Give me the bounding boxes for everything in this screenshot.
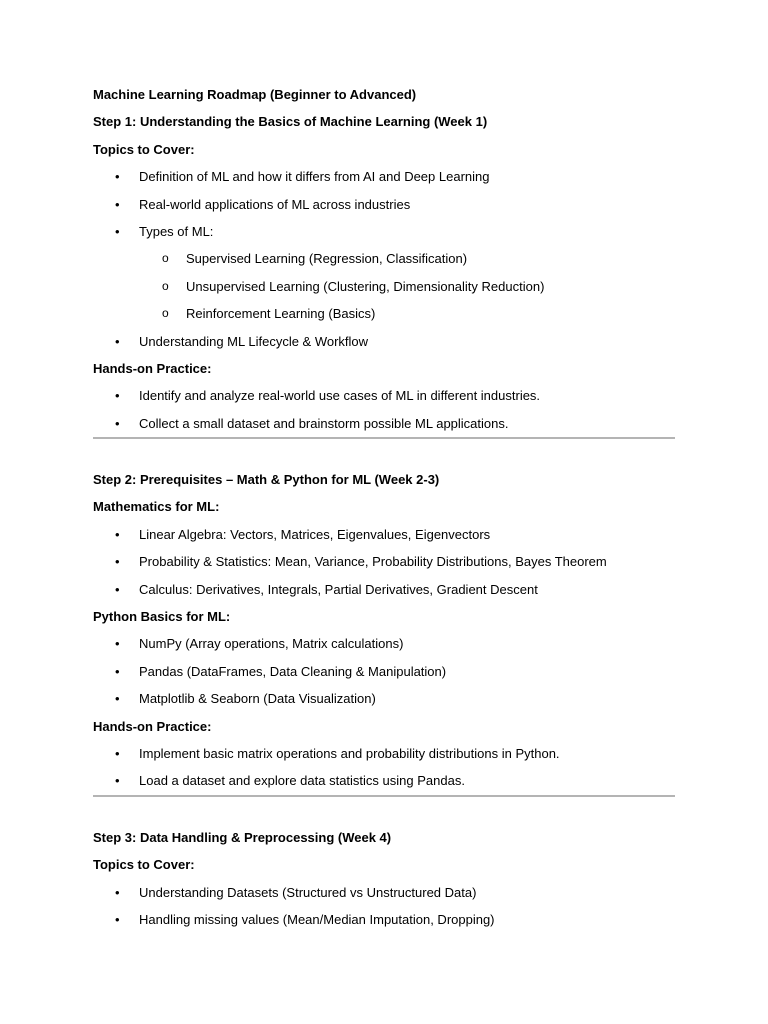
list-item	[93, 911, 675, 938]
list-item	[93, 635, 675, 662]
step1-topics-label: Topics to Cover:	[93, 141, 195, 157]
list-item	[93, 884, 675, 911]
list-item	[93, 745, 675, 772]
bullet-icon: •	[115, 691, 120, 707]
list-item-text: Pandas (DataFrames, Data Cleaning & Manipulation)	[139, 663, 447, 679]
list-item-text: Understanding ML Lifecycle & Workflow	[139, 333, 369, 349]
step2-heading: Step 2: Prerequisites – Math & Python for ML (Week 2-3)	[93, 472, 440, 488]
list-item-text: Linear Algebra: Vectors, Matrices, Eigenvalues, Eigenvectors	[139, 526, 491, 542]
sub-list-item-text: Reinforcement Learning (Basics)	[186, 306, 376, 322]
bullet-icon: •	[115, 526, 120, 542]
bullet-icon: •	[115, 415, 120, 431]
sub-list-item	[93, 278, 675, 305]
bullet-icon: •	[115, 745, 120, 761]
list-item	[93, 526, 675, 553]
list-item	[93, 387, 675, 414]
list-item	[93, 223, 675, 250]
sub-list-item-text: Supervised Learning (Regression, Classification)	[186, 251, 468, 267]
step2-practice-label: Hands-on Practice:	[93, 718, 212, 734]
bullet-icon: •	[115, 884, 120, 900]
bullet-icon: •	[115, 223, 120, 239]
bullet-icon: •	[115, 388, 120, 404]
list-item-text: Definition of ML and how it differs from AI and Deep Learning	[139, 169, 490, 185]
sub-bullet-icon: o	[162, 278, 169, 293]
list-item-text: Types of ML:	[139, 223, 214, 239]
list-item-text: Calculus: Derivatives, Integrals, Partial Derivatives, Gradient Descent	[139, 581, 538, 597]
bullet-icon: •	[115, 169, 120, 185]
bullet-icon: •	[115, 636, 120, 652]
list-item-text: NumPy (Array operations, Matrix calculations)	[139, 636, 404, 652]
list-item-text: Load a dataset and explore data statistics using Pandas.	[139, 773, 465, 789]
list-item-text: Real-world applications of ML across industries	[139, 196, 411, 212]
bullet-icon: •	[115, 911, 120, 927]
bullet-icon: •	[115, 581, 120, 597]
bullet-icon: •	[115, 333, 120, 349]
list-item-text: Identify and analyze real-world use cases of ML in different industries.	[139, 388, 541, 404]
bullet-icon: •	[115, 663, 120, 679]
list-item-text: Understanding Datasets (Structured vs Unstructured Data)	[139, 884, 477, 900]
list-item	[93, 196, 675, 223]
list-item-text: Collect a small dataset and brainstorm possible ML applications.	[139, 415, 509, 431]
sub-bullet-icon: o	[162, 251, 169, 266]
list-item	[93, 553, 675, 580]
list-item	[93, 333, 675, 360]
bullet-icon: •	[115, 554, 120, 570]
list-item	[93, 168, 675, 195]
step3-topics-label: Topics to Cover:	[93, 857, 195, 873]
document-page	[93, 86, 675, 938]
step2-math-label: Mathematics for ML:	[93, 499, 220, 515]
list-item-text: Handling missing values (Mean/Median Imputation, Dropping)	[139, 911, 495, 927]
list-item	[93, 415, 675, 442]
list-item-text: Probability & Statistics: Mean, Variance, Probability Distributions, Bayes Theorem	[139, 554, 607, 570]
bullet-icon: •	[115, 196, 120, 212]
list-item-text: Implement basic matrix operations and probability distributions in Python.	[139, 745, 560, 761]
list-item	[93, 581, 675, 608]
list-item-text: Matplotlib & Seaborn (Data Visualization)	[139, 691, 376, 707]
sub-list-item-text: Unsupervised Learning (Clustering, Dimensionality Reduction)	[186, 278, 545, 294]
document-title: Machine Learning Roadmap (Beginner to Advanced)	[93, 87, 417, 102]
sub-list-item	[93, 250, 675, 277]
step1-practice-label: Hands-on Practice:	[93, 360, 212, 376]
list-item	[93, 690, 675, 717]
list-item	[93, 663, 675, 690]
step2-python-label: Python Basics for ML:	[93, 609, 231, 625]
step3-heading: Step 3: Data Handling & Preprocessing (Week 4)	[93, 829, 392, 845]
list-item	[93, 772, 675, 799]
sub-bullet-icon: o	[162, 306, 169, 321]
sub-list-item	[93, 305, 675, 332]
bullet-icon: •	[115, 773, 120, 789]
step1-heading: Step 1: Understanding the Basics of Machine Learning (Week 1)	[93, 114, 488, 130]
